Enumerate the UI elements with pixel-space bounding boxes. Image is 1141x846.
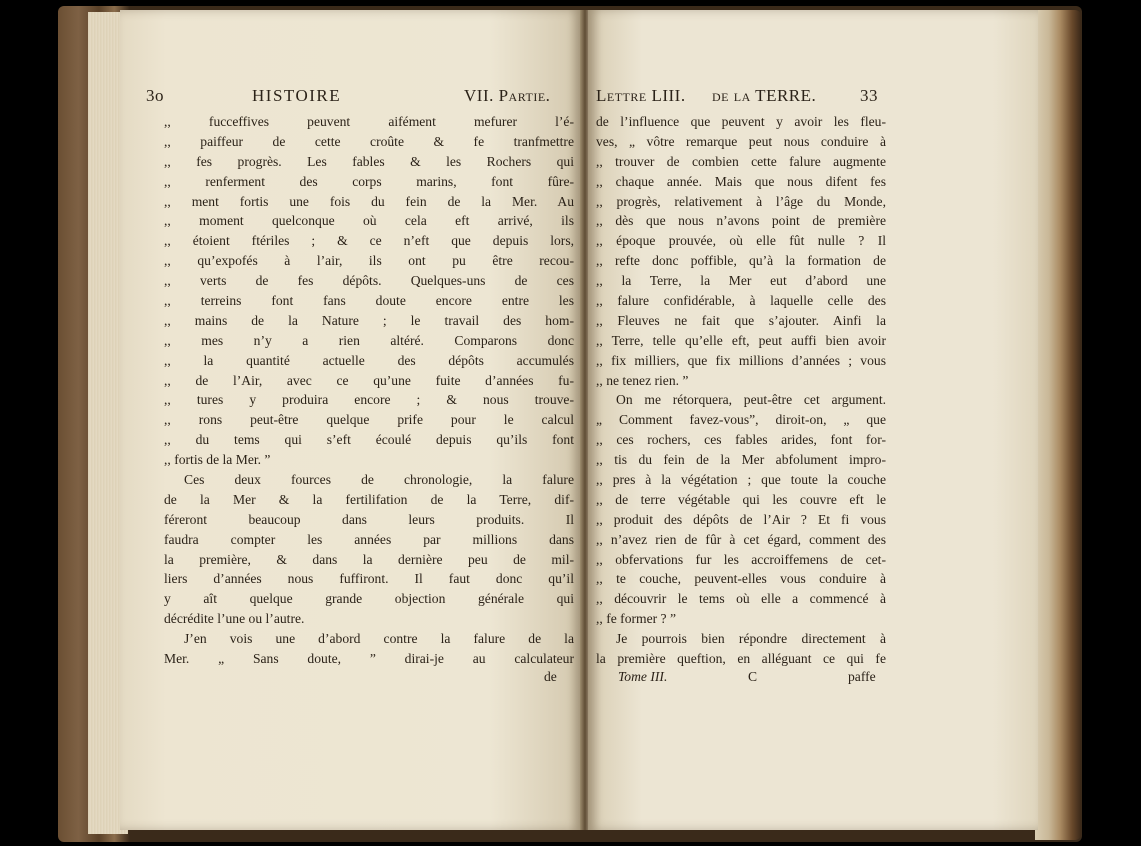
right-body-line: ,, trouver de combien cette falure augmente [596, 152, 886, 172]
right-page [588, 10, 1038, 830]
right-body-line: de l’influence que peuvent y avoir les fleu- [596, 114, 886, 129]
right-footer-tome: Tome III. [618, 668, 668, 684]
right-body-line: „ Comment favez-vous”, diroit-on, „ que [596, 412, 886, 428]
left-catchword: de [544, 668, 557, 684]
right-text-block [596, 86, 886, 689]
left-body-line: ,, moment quelconque où cela eft arrivé, ils [164, 211, 574, 231]
left-body-line: de la Mer & la fertilifation de la Terre, dif- [164, 491, 574, 507]
book-fore-edge-right [1035, 10, 1081, 840]
right-body-line: ,, produit des dépôts de l’Air ? Et fi vous [596, 510, 886, 530]
right-body-line: ves, „ vôtre remarque peut nous conduire à [596, 133, 886, 149]
left-page-number: 3o [146, 86, 164, 105]
left-body-line: liers d’années nous fuffiront. Il faut donc qu’il [164, 571, 574, 587]
right-body-line: ,, falure confidérable, à laquelle celle des [596, 291, 886, 311]
right-footer [596, 669, 886, 689]
left-body-line: J’en vois une d’abord contre la falure de la [184, 631, 574, 647]
left-page [120, 10, 582, 830]
left-body-line: ,, qu’expofés à l’air, ils ont pu être recou- [164, 251, 574, 271]
left-body-line: Ces deux fources de chronologie, la falure [184, 472, 574, 488]
right-running-title: de la TERRE. [712, 86, 817, 105]
left-body-line: ,, fes progrès. Les fables & les Rochers qui [164, 152, 574, 172]
right-body-line: ,, Fleuves ne fait que s’ajouter. Ainfi la [596, 311, 886, 331]
left-body-line: faudra compter les années par millions dans [164, 531, 574, 547]
left-body-line: la première, & dans la dernière peu de mil- [164, 551, 574, 567]
left-running-head [146, 86, 574, 112]
left-body-line: féreront beaucoup dans leurs produits. Il [164, 511, 574, 527]
right-page-number: 33 [860, 86, 878, 105]
left-body-line: décrédite l’une ou l’autre. [164, 611, 305, 627]
left-body-line: ,, de l’Air, avec ce qu’une fuite d’années fu- [164, 371, 574, 391]
right-body-line: ,, tis du fein de la Mer abfolument impro- [596, 450, 886, 470]
right-running-head [596, 86, 886, 112]
right-body-line: ,, n’avez rien de fûr à cet égard, comment des [596, 530, 886, 550]
left-footer [164, 669, 574, 689]
left-body-line: ,, tures y produira encore ; & nous trouve- [164, 390, 574, 410]
left-body-line: ,, la quantité actuelle des dépôts accumulés [164, 351, 574, 371]
right-body-lines [596, 112, 886, 669]
left-text-block [146, 86, 575, 689]
left-body-line: ,, ment fortis une fois du fein de la Mer. Au [164, 192, 574, 212]
left-body-lines [164, 112, 574, 669]
left-body-line: Mer. „ Sans doute, ” dirai-je au calculateur [164, 651, 574, 667]
right-body-line: ,, refte donc poffible, qu’à la formation de [596, 251, 886, 271]
left-body-line: ,, rons peut-être quelque prife pour le calcul [164, 410, 574, 430]
right-body-line: ,, fe former ? ” [596, 609, 886, 629]
left-body-line: ,, du tems qui s’eft écoulé depuis qu’ils font [164, 430, 574, 450]
right-body-line: ,, époque prouvée, où elle fût nulle ? Il [596, 231, 886, 251]
right-body-line: ,, progrès, relativement à l’âge du Monde, [596, 192, 886, 212]
left-body-line: ,, étoient ftériles ; & ce n’eft que depuis lors, [164, 231, 574, 251]
right-body-line: ,, découvrir le tems où elle a commencé à [596, 589, 886, 609]
right-body-line: ,, obfervations fur les accroiffemens de cet- [596, 550, 886, 570]
left-body-line: ,, fortis de la Mer. ” [164, 450, 574, 470]
left-running-title: HISTOIRE [252, 86, 342, 105]
left-body-line: ,, renferment des corps marins, font fûre- [164, 172, 574, 192]
right-body-line: ,, ne tenez rien. ” [596, 371, 886, 391]
right-body-line: ,, chaque année. Mais que nous difent fes [596, 172, 886, 192]
right-body-line: On me rétorquera, peut-être cet argument. [616, 392, 886, 408]
left-body-line: ,, mains de la Nature ; le travail des hom- [164, 311, 574, 331]
right-body-line: ,, Terre, telle qu’elle eft, peut auffi bien avoir [596, 331, 886, 351]
left-body-line: y aît quelque grande objection générale qui [164, 591, 574, 607]
right-running-letter: Lettre LIII. [596, 86, 686, 105]
right-catchword: paffe [848, 668, 876, 684]
right-body-line: ,, pres à la végétation ; que toute la couche [596, 470, 886, 490]
right-body-line: ,, te couche, peuvent-elles vous conduire à [596, 569, 886, 589]
right-body-line: la première queftion, en alléguant ce qui fe [596, 651, 886, 667]
right-body-line: ,, dès que nous n’avons point de première [596, 211, 886, 231]
left-body-line: ,, verts de fes dépôts. Quelques-uns de ces [164, 271, 574, 291]
right-body-line: ,, de terre végétable qui les couvre eft le [596, 490, 886, 510]
right-footer-signature: C [748, 668, 758, 684]
right-body-line: ,, la Terre, la Mer eut d’abord une [596, 271, 886, 291]
right-body-line: ,, fix milliers, que fix millions d’années ; vous [596, 351, 886, 371]
left-body-line: ,, paiffeur de cette croûte & fe tranfmettre [164, 132, 574, 152]
right-body-line: Je pourrois bien répondre directement à [616, 631, 886, 647]
left-running-part: VII. Partie. [464, 86, 551, 105]
left-body-line: ,, fucceffives peuvent aifément mefurer l’é- [164, 112, 574, 132]
left-body-line: ,, mes n’y a rien altéré. Comparons donc [164, 331, 574, 351]
right-body-line: ,, ces rochers, ces fables arides, font for- [596, 430, 886, 450]
left-body-line: ,, terreins font fans doute encore entre les [164, 291, 574, 311]
